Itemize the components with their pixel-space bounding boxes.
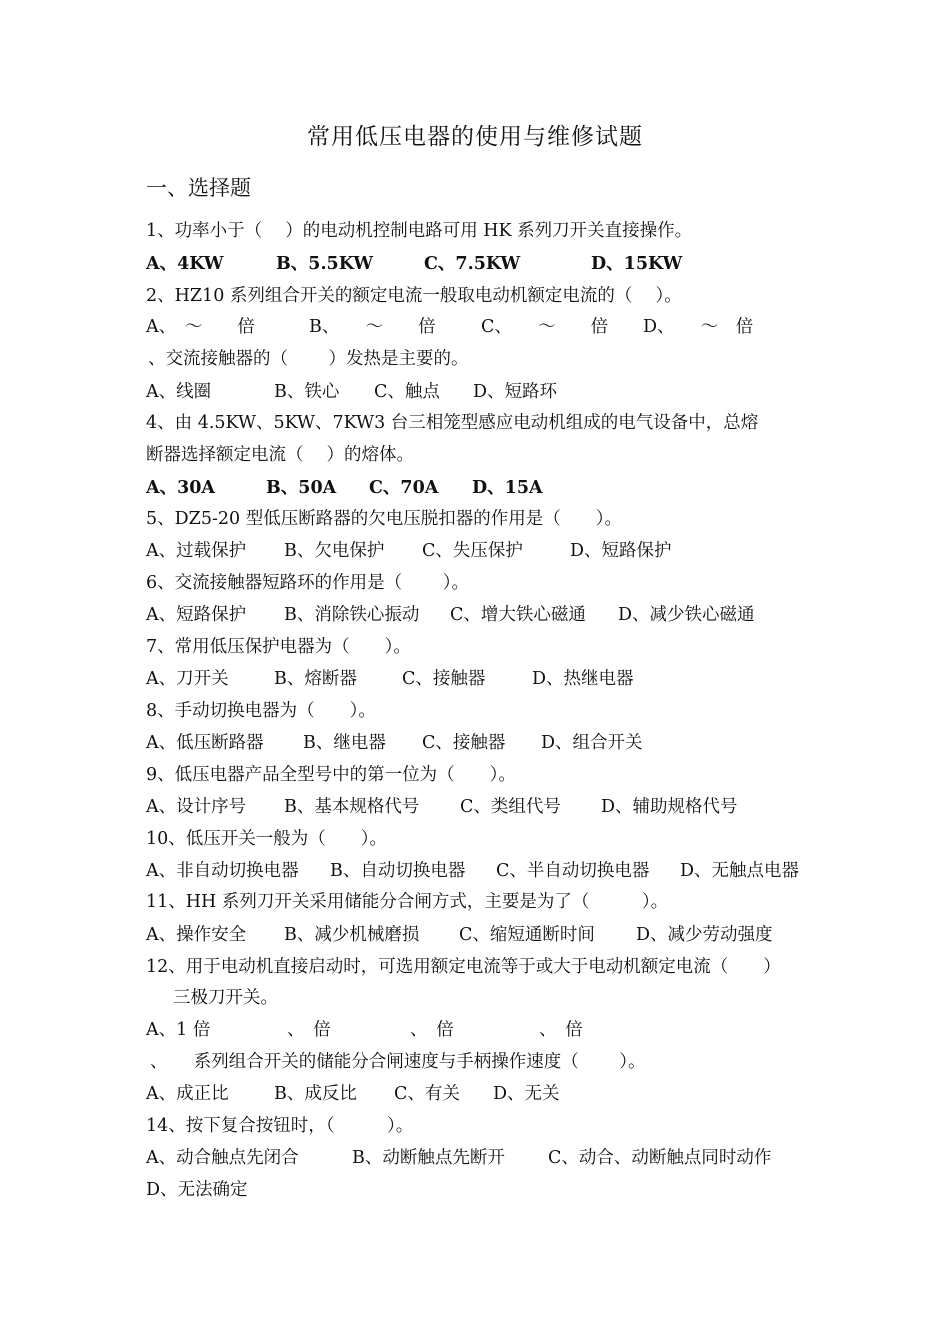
option-b: B、继电器: [303, 733, 386, 753]
option-a: A、低压断路器: [146, 733, 264, 753]
question-14: 14、按下复合按钮时，（ ）。: [146, 1116, 414, 1136]
option-c: C、接触器: [422, 733, 506, 753]
option-c: C、 ～ 倍: [481, 317, 609, 337]
option-d: 、 倍: [539, 1020, 583, 1040]
option-c: C、类组代号: [460, 797, 561, 817]
option-b: 、 倍: [287, 1020, 331, 1040]
option-c: C、半自动切换电器: [496, 861, 650, 881]
question-4: 4、由 4.5KW、5KW、7KW3 台三相笼型感应电动机组成的电气设备中，总熔: [146, 413, 759, 433]
question-1: 1、功率小于（ ）的电动机控制电路可用 HK 系列刀开关直接操作。: [146, 221, 693, 241]
option-b: B、50A: [266, 478, 337, 498]
option-c: C、接触器: [402, 669, 486, 689]
question-6: 6、交流接触器短路环的作用是（ ）。: [146, 573, 469, 593]
option-b: B、成反比: [274, 1084, 357, 1104]
option-d: D、辅助规格代号: [601, 797, 738, 817]
option-b: B、熔断器: [274, 669, 357, 689]
question-4-cont: 断器选择额定电流（ ）的熔体。: [146, 445, 415, 465]
question-12: 12、用于电动机直接启动时，可选用额定电流等于或大于电动机额定电流（ ）: [146, 957, 781, 977]
option-a: A、成正比: [146, 1084, 229, 1104]
option-c: C、7.5KW: [424, 254, 521, 274]
option-d: D、减少铁心磁通: [618, 605, 755, 625]
question-12-cont: 三极刀开关。: [173, 988, 278, 1008]
option-d: D、组合开关: [541, 733, 643, 753]
question-11: 11、HH 系列刀开关采用储能分合闸方式，主要是为了（ ）。: [146, 892, 669, 912]
option-d: D、 ～ 倍: [643, 317, 754, 337]
option-d: D、15A: [472, 478, 543, 498]
option-c: C、增大铁心磁通: [450, 605, 586, 625]
option-d: D、短路保护: [570, 541, 672, 561]
question-10: 10、低压开关一般为（ ）。: [146, 829, 388, 849]
option-c: C、有关: [394, 1084, 460, 1104]
question-13: 、 系列组合开关的储能分合闸速度与手柄操作速度（ ）。: [150, 1052, 646, 1072]
option-a: A、设计序号: [146, 797, 247, 817]
question-9: 9、低压电器产品全型号中的第一位为（ ）。: [146, 765, 516, 785]
option-b: B、消除铁心振动: [284, 605, 420, 625]
option-a: A、1 倍: [146, 1020, 211, 1040]
option-b: B、 ～ 倍: [309, 317, 436, 337]
option-a: A、短路保护: [146, 605, 247, 625]
option-c: 、 倍: [410, 1020, 454, 1040]
question-8: 8、手动切换电器为（ ）。: [146, 701, 376, 721]
option-a: A、刀开关: [146, 669, 229, 689]
question-3: 、交流接触器的（ ）发热是主要的。: [148, 349, 469, 369]
option-d: D、减少劳动强度: [636, 925, 773, 945]
option-a: A、 ～ 倍: [146, 317, 255, 337]
option-d: D、15KW: [591, 254, 683, 274]
option-c: C、缩短通断时间: [459, 925, 595, 945]
option-c: C、失压保护: [422, 541, 523, 561]
option-b: B、减少机械磨损: [284, 925, 420, 945]
option-b: B、自动切换电器: [330, 861, 466, 881]
question-7: 7、常用低压保护电器为（ ）。: [146, 637, 411, 657]
question-2: 2、HZ10 系列组合开关的额定电流一般取电动机额定电流的（ ）。: [146, 286, 682, 306]
option-a: A、非自动切换电器: [146, 861, 299, 881]
option-c: C、触点: [374, 382, 440, 402]
option-d: D、无触点电器: [680, 861, 800, 881]
option-b: B、欠电保护: [284, 541, 385, 561]
option-c: C、动合、动断触点同时动作: [548, 1148, 772, 1168]
option-a: A、30A: [146, 478, 216, 498]
question-5: 5、DZ5-20 型低压断路器的欠电压脱扣器的作用是（ ）。: [146, 509, 622, 529]
option-a: A、动合触点先闭合: [146, 1148, 299, 1168]
option-a: A、4KW: [146, 254, 224, 274]
option-a: A、过载保护: [146, 541, 247, 561]
option-c: C、70A: [369, 478, 439, 498]
document-title: 常用低压电器的使用与维修试题: [307, 124, 643, 150]
option-b: B、基本规格代号: [284, 797, 420, 817]
option-d: D、热继电器: [532, 669, 634, 689]
option-b: B、动断触点先断开: [352, 1148, 505, 1168]
option-d: D、短路环: [473, 382, 558, 402]
option-a: A、操作安全: [146, 925, 247, 945]
option-b: B、铁心: [274, 382, 340, 402]
option-d: D、无关: [493, 1084, 560, 1104]
section-heading: 一、选择题: [146, 176, 251, 200]
option-d-14: D、无法确定: [146, 1180, 248, 1200]
option-b: B、5.5KW: [276, 254, 373, 274]
option-a: A、线圈: [146, 382, 212, 402]
